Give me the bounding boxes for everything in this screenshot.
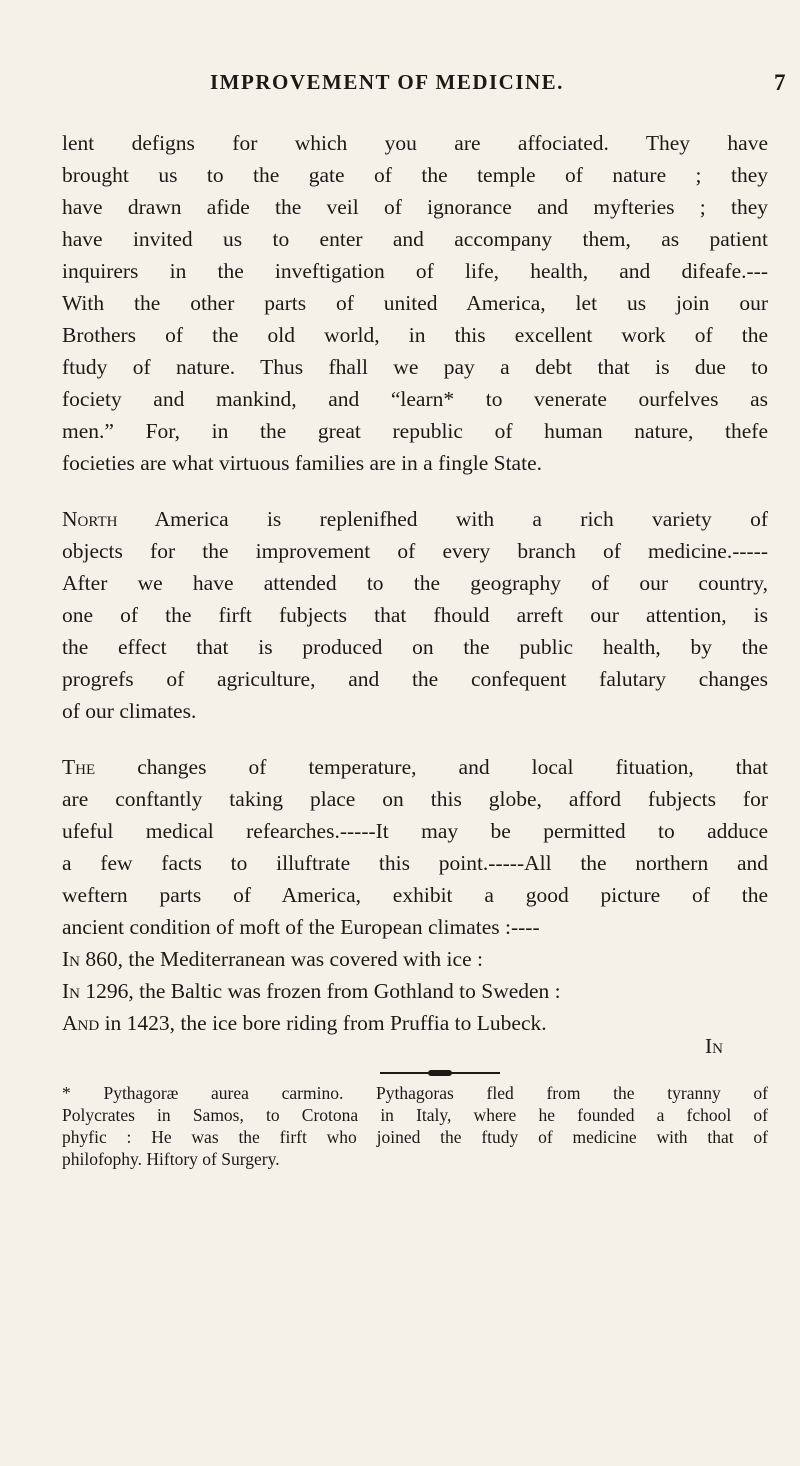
text-line [62,503,768,535]
footnote-line: * Pythagoræ aurea carmino. Pythagoras fled from the tyranny of [62,1083,768,1103]
running-head: IMPROVEMENT OF MEDICINE. [210,70,564,94]
list-item [62,975,768,1007]
paragraph-1 [62,127,768,479]
text-line: After we have attended to the geography of our country, [62,571,768,595]
paragraph-lead: The [62,755,96,779]
list-item-lead: In [62,979,80,1003]
list-item-lead: In [62,947,80,971]
text-line: With the other parts of united America, let us join our [62,291,768,315]
text-line: have drawn afide the veil of ignorance and myfteries ; they [62,195,768,219]
footnote-line: phyfic : He was the firft who joined the ftudy of medicine with that of [62,1127,768,1147]
text-line: progrefs of agriculture, and the confequent falutary changes [62,667,768,691]
text-line: lent defigns for which you are affociated. They have [62,131,768,155]
text-line: inquirers in the inveftigation of life, health, and difeafe.--- [62,259,768,283]
text-line: are conftantly taking place on this globe, afford fubjects for [62,787,768,811]
text-line: weftern parts of America, exhibit a good picture of the [62,883,768,907]
paragraph-lead: North [62,507,118,531]
paragraph-2 [62,503,768,727]
text-line: men.” For, in the great republic of human nature, thefe [62,419,768,443]
paragraph-3 [62,751,768,943]
footnote [62,1082,768,1170]
text-line-rest: changes of temperature, and local fituation, that [95,755,768,779]
footnote-line: Polycrates in Samos, to Crotona in Italy, where he founded a fchool of [62,1105,768,1125]
text-line: of our climates. [62,699,197,723]
list-item-text: 1296, the Baltic was frozen from Gothland to Sweden : [80,979,561,1003]
text-line: focieties are what virtuous families are in a fingle State. [62,451,542,475]
body-text [62,127,768,1039]
text-line: one of the firft fubjects that fhould arreft our attention, is [62,603,768,627]
text-line: ancient condition of moft of the European climates :---- [62,915,540,939]
list-item-text: in 1423, the ice bore riding from Pruffia to Lubeck. [99,1011,547,1035]
list-item [62,943,768,975]
text-line: have invited us to enter and accompany them, as patient [62,227,768,251]
text-line: brought us to the gate of the temple of nature ; they [62,163,768,187]
footnote-line: philofophy. Hiftory of Surgery. [62,1149,280,1169]
catchword: In [705,1034,723,1058]
text-line: objects for the improvement of every branch of medicine.----- [62,539,768,563]
footnote-rule [380,1072,500,1074]
list-item [62,1007,768,1039]
chronology-list [62,943,768,1039]
text-line: the effect that is produced on the public health, by the [62,635,768,659]
page-header [0,70,800,110]
list-item-lead: And [62,1011,100,1035]
text-line: ufeful medical refearches.-----It may be permitted to adduce [62,819,768,843]
text-line: ftudy of nature. Thus fhall we pay a debt that is due to [62,355,768,379]
page-number: 7 [774,70,786,95]
text-line [62,751,768,783]
text-line-rest: America is replenifhed with a rich variety of [117,507,768,531]
text-line: fociety and mankind, and “learn* to venerate ourfelves as [62,387,768,411]
text-line: a few facts to illuftrate this point.-----All the northern and [62,851,768,875]
text-line: Brothers of the old world, in this excellent work of the [62,323,768,347]
list-item-text: 860, the Mediterranean was covered with ice : [80,947,483,971]
